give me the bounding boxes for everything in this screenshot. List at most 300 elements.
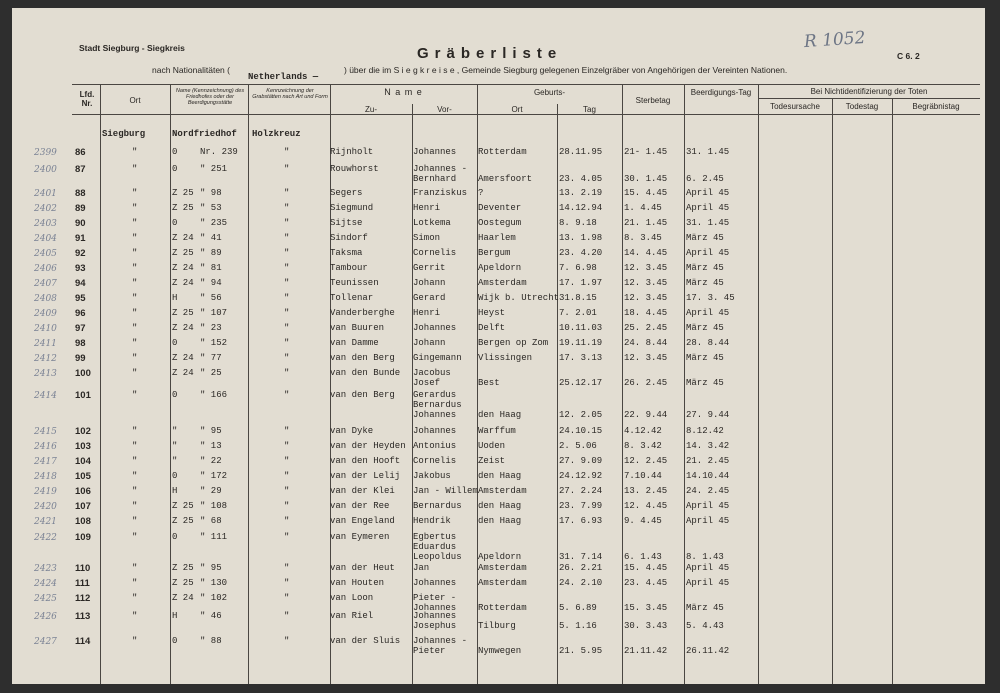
row-grab: " 29 bbox=[200, 486, 222, 496]
row-grab: " 166 bbox=[200, 390, 228, 400]
row-zu: van Engeland bbox=[330, 516, 395, 526]
row-stb: 12. 2.45 bbox=[624, 456, 668, 466]
row-grab: " 25 bbox=[200, 368, 222, 378]
row-kz: " bbox=[284, 353, 290, 363]
row-kz: " bbox=[284, 578, 290, 588]
document-sheet bbox=[12, 8, 985, 684]
col-header-geburtstag: Tag bbox=[583, 105, 596, 114]
row-kz: " bbox=[284, 248, 290, 258]
row-feld: 0 bbox=[172, 390, 178, 400]
row-grab: " 95 bbox=[200, 563, 222, 573]
row-gort: Deventer bbox=[478, 203, 522, 213]
row-stb: 9. 4.45 bbox=[624, 516, 662, 526]
row-bd: April 45 bbox=[686, 516, 730, 526]
row-nr: 89 bbox=[75, 203, 86, 214]
row-stb: 15. 4.45 bbox=[624, 188, 668, 198]
row-gtag: 13. 2.19 bbox=[559, 188, 603, 198]
row-bd: 14. 3.42 bbox=[686, 441, 730, 451]
row-ort: " bbox=[132, 441, 138, 451]
row-bd: 27. 9.44 bbox=[686, 410, 730, 420]
row-stb: 30. 1.45 bbox=[624, 174, 668, 184]
row-pencil: 2401 bbox=[34, 189, 57, 199]
row-bd: März 45 bbox=[686, 323, 724, 333]
row-grab: " 111 bbox=[200, 532, 228, 542]
row-pencil: 2422 bbox=[34, 533, 57, 543]
row-nr: 93 bbox=[75, 263, 86, 274]
row-gtag: 24.12.92 bbox=[559, 471, 603, 481]
row-stb: 23. 4.45 bbox=[624, 578, 668, 588]
col-header-geburtsort: Ort bbox=[511, 105, 523, 114]
row-feld: Z 25 bbox=[172, 188, 194, 198]
row-vor: Gerardus Bernardus Johannes bbox=[413, 390, 462, 420]
row-gtag: 23. 4.20 bbox=[559, 248, 603, 258]
col-header-ort: Ort bbox=[129, 96, 141, 105]
row-vor: Jacobus Josef bbox=[413, 368, 451, 388]
row-gort: Rotterdam bbox=[478, 603, 527, 613]
row-feld: Z 24 bbox=[172, 263, 194, 273]
row-ort: " bbox=[132, 501, 138, 511]
col-divider bbox=[684, 84, 685, 684]
row-gort: den Haag bbox=[478, 501, 522, 511]
row-gort: Nymwegen bbox=[478, 646, 522, 656]
row-feld: H bbox=[172, 611, 178, 621]
row-zu: van Riel bbox=[330, 611, 374, 621]
row-stb: 1. 4.45 bbox=[624, 203, 662, 213]
row-ort: " bbox=[132, 611, 138, 621]
row-feld: " bbox=[172, 441, 178, 451]
row-bd: 14.10.44 bbox=[686, 471, 730, 481]
row-gtag: 27. 2.24 bbox=[559, 486, 603, 496]
row-zu: Rijnholt bbox=[330, 147, 374, 157]
row-gtag: 12. 2.05 bbox=[559, 410, 603, 420]
row-feld: 0 bbox=[172, 471, 178, 481]
row-bd: April 45 bbox=[686, 203, 730, 213]
row-nr: 103 bbox=[75, 441, 91, 452]
row-stb: 12. 3.45 bbox=[624, 263, 668, 273]
row-stb: 21.11.42 bbox=[624, 646, 668, 656]
row-feld: Z 25 bbox=[172, 516, 194, 526]
row-stb: 22. 9.44 bbox=[624, 410, 668, 420]
row-stb: 21. 1.45 bbox=[624, 218, 668, 228]
row-nr: 95 bbox=[75, 293, 86, 304]
row-gtag: 5. 6.89 bbox=[559, 603, 597, 613]
col-header-lfd: Lfd. Nr. bbox=[79, 90, 95, 108]
row-zu: Segers bbox=[330, 188, 363, 198]
row-zu: van den Bunde bbox=[330, 368, 401, 378]
row-gort: Amsterdam bbox=[478, 486, 527, 496]
row-zu: van den Hooft bbox=[330, 456, 401, 466]
row-ort: " bbox=[132, 636, 138, 646]
row-feld: Z 25 bbox=[172, 248, 194, 258]
row-bd: 26.11.42 bbox=[686, 646, 730, 656]
row-stb: 24. 8.44 bbox=[624, 338, 668, 348]
row-gtag: 5. 1.16 bbox=[559, 621, 597, 631]
row-pencil: 2424 bbox=[34, 579, 57, 589]
row-zu: van Houten bbox=[330, 578, 385, 588]
row-gtag: 13. 1.98 bbox=[559, 233, 603, 243]
row-nr: 102 bbox=[75, 426, 91, 437]
row-zu: van der Sluis bbox=[330, 636, 401, 646]
row-vor: Cornelis bbox=[413, 248, 457, 258]
row-kz: " bbox=[284, 563, 290, 573]
row-vor: Hendrik bbox=[413, 516, 451, 526]
row-nr: 113 bbox=[75, 611, 91, 622]
col-header-nichtidentifizierung: Bei Nichtidentifizierung der Toten bbox=[810, 87, 928, 96]
row-grab: " 89 bbox=[200, 248, 222, 258]
row-feld: Z 24 bbox=[172, 323, 194, 333]
col-divider bbox=[758, 84, 759, 684]
row-feld: 0 bbox=[172, 164, 178, 174]
row-feld: 0 bbox=[172, 147, 178, 157]
row-vor: Jan bbox=[413, 563, 430, 573]
row-grab: " 22 bbox=[200, 456, 222, 466]
table-header-rule bbox=[72, 114, 980, 115]
row-bd: April 45 bbox=[686, 248, 730, 258]
row-kz: " bbox=[284, 188, 290, 198]
row-vor: Cornelis bbox=[413, 456, 457, 466]
issuing-office: Stadt Siegburg - Siegkreis bbox=[79, 43, 185, 53]
row-bd: März 45 bbox=[686, 278, 724, 288]
row-feld: H bbox=[172, 486, 178, 496]
row-gtag: 25.12.17 bbox=[559, 378, 603, 388]
row-bd: 5. 4.43 bbox=[686, 621, 724, 631]
row-bd: 6. 2.45 bbox=[686, 174, 724, 184]
row-grab: " 107 bbox=[200, 308, 228, 318]
row-kz: " bbox=[284, 516, 290, 526]
row-grab: " 46 bbox=[200, 611, 222, 621]
row-kz: " bbox=[284, 426, 290, 436]
row-gort: Apeldorn bbox=[478, 552, 522, 562]
row-pencil: 2405 bbox=[34, 249, 57, 259]
row-zu: Siegmund bbox=[330, 203, 374, 213]
row-nr: 91 bbox=[75, 233, 86, 244]
col-header-friedhof: Name (Kennzeichnung) des Friedhofes oder der Beerdigungsstätte bbox=[175, 88, 245, 106]
row-gort: Amsterdam bbox=[478, 563, 527, 573]
row-zu: Tollenar bbox=[330, 293, 374, 303]
row-grab: " 53 bbox=[200, 203, 222, 213]
row-kz: " bbox=[284, 263, 290, 273]
row-pencil: 2425 bbox=[34, 594, 57, 604]
row-vor: Johannes Josephus bbox=[413, 611, 457, 631]
row-gort: Apeldorn bbox=[478, 263, 522, 273]
row-nr: 88 bbox=[75, 188, 86, 199]
row-gtag: 17. 3.13 bbox=[559, 353, 603, 363]
row-grab: " 41 bbox=[200, 233, 222, 243]
col-header-zuname: Zu- bbox=[365, 105, 377, 114]
row-pencil: 2415 bbox=[34, 427, 57, 437]
nichtident-rule bbox=[758, 98, 980, 99]
row-ort: " bbox=[132, 248, 138, 258]
row-pencil: 2419 bbox=[34, 487, 57, 497]
row-feld: Z 25 bbox=[172, 308, 194, 318]
row-stb: 25. 2.45 bbox=[624, 323, 668, 333]
row-nr: 114 bbox=[75, 636, 91, 647]
row-grab: " 108 bbox=[200, 501, 228, 511]
row-gtag: 27. 9.09 bbox=[559, 456, 603, 466]
row-ort: " bbox=[132, 390, 138, 400]
row-gtag: 24.10.15 bbox=[559, 426, 603, 436]
row-gort: Oostegum bbox=[478, 218, 522, 228]
row-gort: Vlissingen bbox=[478, 353, 533, 363]
row-bd: April 45 bbox=[686, 188, 730, 198]
row-zu: Taksma bbox=[330, 248, 363, 258]
row-ort: " bbox=[132, 516, 138, 526]
row-gtag: 7. 2.01 bbox=[559, 308, 597, 318]
row-nr: 110 bbox=[75, 563, 91, 574]
row-gtag: 28.11.95 bbox=[559, 147, 603, 157]
row-feld: Z 24 bbox=[172, 593, 194, 603]
row-stb: 12. 3.45 bbox=[624, 353, 668, 363]
col-divider bbox=[248, 84, 249, 684]
row-ort: " bbox=[132, 578, 138, 588]
row-stb: 8. 3.42 bbox=[624, 441, 662, 451]
row-zu: van der Heyden bbox=[330, 441, 406, 451]
row-nr: 92 bbox=[75, 248, 86, 259]
first-row-friedhof: Nordfriedhof bbox=[172, 129, 237, 139]
row-gort: Zeist bbox=[478, 456, 506, 466]
row-vor: Jakobus bbox=[413, 471, 451, 481]
row-kz: " bbox=[284, 218, 290, 228]
row-pencil: 2400 bbox=[34, 165, 57, 175]
row-feld: Z 25 bbox=[172, 203, 194, 213]
row-nr: 87 bbox=[75, 164, 86, 175]
row-vor: Lotkema bbox=[413, 218, 451, 228]
row-stb: 26. 2.45 bbox=[624, 378, 668, 388]
row-zu: Vanderberghe bbox=[330, 308, 395, 318]
row-ort: " bbox=[132, 188, 138, 198]
row-ort: " bbox=[132, 456, 138, 466]
row-feld: " bbox=[172, 426, 178, 436]
row-stb: 13. 2.45 bbox=[624, 486, 668, 496]
row-vor: Johannes - Pieter bbox=[413, 636, 468, 656]
row-feld: Z 25 bbox=[172, 501, 194, 511]
row-ort: " bbox=[132, 532, 138, 542]
row-gtag: 19.11.19 bbox=[559, 338, 603, 348]
row-feld: Z 24 bbox=[172, 278, 194, 288]
row-feld: 0 bbox=[172, 218, 178, 228]
row-pencil: 2427 bbox=[34, 637, 57, 647]
row-grab: " 130 bbox=[200, 578, 228, 588]
row-vor: Johannes - Bernhard bbox=[413, 164, 468, 184]
row-vor: Gerard bbox=[413, 293, 446, 303]
row-pencil: 2413 bbox=[34, 369, 57, 379]
col-header-vorname: Vor- bbox=[437, 105, 452, 114]
row-grab: " 235 bbox=[200, 218, 228, 228]
row-vor: Johannes bbox=[413, 323, 457, 333]
row-stb: 12. 3.45 bbox=[624, 293, 668, 303]
row-vor: Antonius bbox=[413, 441, 457, 451]
row-feld: Z 24 bbox=[172, 353, 194, 363]
row-gtag: 31. 7.14 bbox=[559, 552, 603, 562]
row-ort: " bbox=[132, 263, 138, 273]
row-pencil: 2402 bbox=[34, 204, 57, 214]
row-bd: April 45 bbox=[686, 501, 730, 511]
row-kz: " bbox=[284, 532, 290, 542]
row-stb: 15. 4.45 bbox=[624, 563, 668, 573]
row-gort: Haarlem bbox=[478, 233, 516, 243]
nationality-value: Netherlands — bbox=[248, 72, 319, 82]
col-divider bbox=[892, 98, 893, 684]
row-kz: " bbox=[284, 390, 290, 400]
row-pencil: 2404 bbox=[34, 234, 57, 244]
row-ort: " bbox=[132, 323, 138, 333]
row-stb: 15. 3.45 bbox=[624, 603, 668, 613]
row-gort: Amsterdam bbox=[478, 578, 527, 588]
row-kz: " bbox=[284, 593, 290, 603]
row-pencil: 2412 bbox=[34, 354, 57, 364]
col-divider bbox=[557, 104, 558, 684]
row-grab: " 88 bbox=[200, 636, 222, 646]
row-gtag: 8. 9.18 bbox=[559, 218, 597, 228]
row-vor: Henri bbox=[413, 308, 441, 318]
col-header-todesursache: Todesursache bbox=[770, 102, 820, 111]
row-zu: van der Heut bbox=[330, 563, 395, 573]
row-bd: 31. 1.45 bbox=[686, 218, 730, 228]
col-header-kennzeichnung: Kennzeichnung der Grabstätten nach Art und Form bbox=[252, 88, 328, 100]
row-zu: van der Lelij bbox=[330, 471, 401, 481]
row-gtag: 23. 7.99 bbox=[559, 501, 603, 511]
row-vor: Franziskus bbox=[413, 188, 468, 198]
row-bd: April 45 bbox=[686, 308, 730, 318]
nationality-prefix: nach Nationalitäten ( bbox=[152, 65, 230, 75]
row-gort: den Haag bbox=[478, 516, 522, 526]
row-gtag: 23. 4.05 bbox=[559, 174, 603, 184]
row-gort: Amersfoort bbox=[478, 174, 533, 184]
row-zu: van den Berg bbox=[330, 390, 395, 400]
row-bd: März 45 bbox=[686, 263, 724, 273]
row-kz: " bbox=[284, 456, 290, 466]
row-vor: Johannes bbox=[413, 426, 457, 436]
row-stb: 30. 3.43 bbox=[624, 621, 668, 631]
row-stb: 4.12.42 bbox=[624, 426, 662, 436]
row-bd: 21. 2.45 bbox=[686, 456, 730, 466]
row-nr: 104 bbox=[75, 456, 91, 467]
row-feld: 0 bbox=[172, 338, 178, 348]
row-gort: ? bbox=[478, 188, 484, 198]
row-grab: " 251 bbox=[200, 164, 228, 174]
row-zu: van Damme bbox=[330, 338, 379, 348]
row-bd: April 45 bbox=[686, 563, 730, 573]
row-zu: Rouwhorst bbox=[330, 164, 379, 174]
row-ort: " bbox=[132, 368, 138, 378]
row-kz: " bbox=[284, 164, 290, 174]
row-feld: " bbox=[172, 456, 178, 466]
row-grab: " 94 bbox=[200, 278, 222, 288]
row-kz: " bbox=[284, 338, 290, 348]
row-stb: 8. 3.45 bbox=[624, 233, 662, 243]
row-grab: " 172 bbox=[200, 471, 228, 481]
row-grab: " 98 bbox=[200, 188, 222, 198]
row-ort: " bbox=[132, 218, 138, 228]
row-ort: " bbox=[132, 308, 138, 318]
row-kz: " bbox=[284, 611, 290, 621]
row-grab: " 77 bbox=[200, 353, 222, 363]
row-grab: " 95 bbox=[200, 426, 222, 436]
row-gtag: 17. 6.93 bbox=[559, 516, 603, 526]
row-vor: Gingemann bbox=[413, 353, 462, 363]
row-gort: Bergum bbox=[478, 248, 511, 258]
row-zu: van Buuren bbox=[330, 323, 385, 333]
row-gort: Amsterdam bbox=[478, 278, 527, 288]
row-vor: Johannes bbox=[413, 578, 457, 588]
row-vor: Johann bbox=[413, 278, 446, 288]
row-bd: 17. 3. 45 bbox=[686, 293, 735, 303]
row-gort: Best bbox=[478, 378, 500, 388]
row-gtag: 14.12.94 bbox=[559, 203, 603, 213]
row-gtag: 31.8.15 bbox=[559, 293, 597, 303]
row-ort: " bbox=[132, 278, 138, 288]
row-zu: Sijtse bbox=[330, 218, 363, 228]
row-gort: Warffum bbox=[478, 426, 516, 436]
nationality-suffix: ) über die im S i e g k r e i s e , Gemeinde Siegburg gelegenen Einzelgräber von Angehörigen der Vereinten Nationen. bbox=[344, 65, 788, 75]
row-feld: Z 24 bbox=[172, 233, 194, 243]
row-zu: van Loon bbox=[330, 593, 374, 603]
row-bd: März 45 bbox=[686, 353, 724, 363]
row-gtag: 21. 5.95 bbox=[559, 646, 603, 656]
row-vor: Johannes bbox=[413, 147, 457, 157]
row-ort: " bbox=[132, 147, 138, 157]
row-vor: Simon bbox=[413, 233, 441, 243]
row-pencil: 2426 bbox=[34, 612, 57, 622]
row-kz: " bbox=[284, 368, 290, 378]
row-nr: 98 bbox=[75, 338, 86, 349]
row-feld: 0 bbox=[172, 532, 178, 542]
row-pencil: 2420 bbox=[34, 502, 57, 512]
row-kz: " bbox=[284, 501, 290, 511]
row-vor: Egbertus Eduardus Leopoldus bbox=[413, 532, 462, 562]
row-gort: Uoden bbox=[478, 441, 506, 451]
row-kz: " bbox=[284, 233, 290, 243]
col-header-beerdigungstag: Beerdigungs-Tag bbox=[690, 88, 752, 97]
row-zu: van der Klei bbox=[330, 486, 395, 496]
row-stb: 14. 4.45 bbox=[624, 248, 668, 258]
row-gtag: 7. 6.98 bbox=[559, 263, 597, 273]
row-nr: 94 bbox=[75, 278, 86, 289]
row-pencil: 2417 bbox=[34, 457, 57, 467]
row-gort: Heyst bbox=[478, 308, 506, 318]
row-bd: 28. 8.44 bbox=[686, 338, 730, 348]
row-zu: Tambour bbox=[330, 263, 368, 273]
row-gort: den Haag bbox=[478, 410, 522, 420]
row-ort: " bbox=[132, 593, 138, 603]
row-ort: " bbox=[132, 353, 138, 363]
row-pencil: 2418 bbox=[34, 472, 57, 482]
row-nr: 106 bbox=[75, 486, 91, 497]
col-divider bbox=[622, 84, 623, 684]
row-bd: 8.12.42 bbox=[686, 426, 724, 436]
row-kz: " bbox=[284, 323, 290, 333]
row-ort: " bbox=[132, 563, 138, 573]
row-vor: Bernardus bbox=[413, 501, 462, 511]
col-divider bbox=[832, 98, 833, 684]
row-ort: " bbox=[132, 203, 138, 213]
row-nr: 96 bbox=[75, 308, 86, 319]
row-gort: Delft bbox=[478, 323, 506, 333]
col-header-todestag: Todestag bbox=[845, 102, 879, 111]
row-gort: den Haag bbox=[478, 471, 522, 481]
row-pencil: 2416 bbox=[34, 442, 57, 452]
col-header-begraebnistag: Begräbnistag bbox=[912, 102, 960, 111]
row-ort: " bbox=[132, 471, 138, 481]
row-ort: " bbox=[132, 233, 138, 243]
col-divider bbox=[170, 84, 171, 684]
row-vor: Henri bbox=[413, 203, 441, 213]
row-feld: H bbox=[172, 293, 178, 303]
row-nr: 105 bbox=[75, 471, 91, 482]
row-pencil: 2421 bbox=[34, 517, 57, 527]
row-vor: Pieter - Johannes bbox=[413, 593, 457, 613]
row-stb: 21- 1.45 bbox=[624, 147, 668, 157]
